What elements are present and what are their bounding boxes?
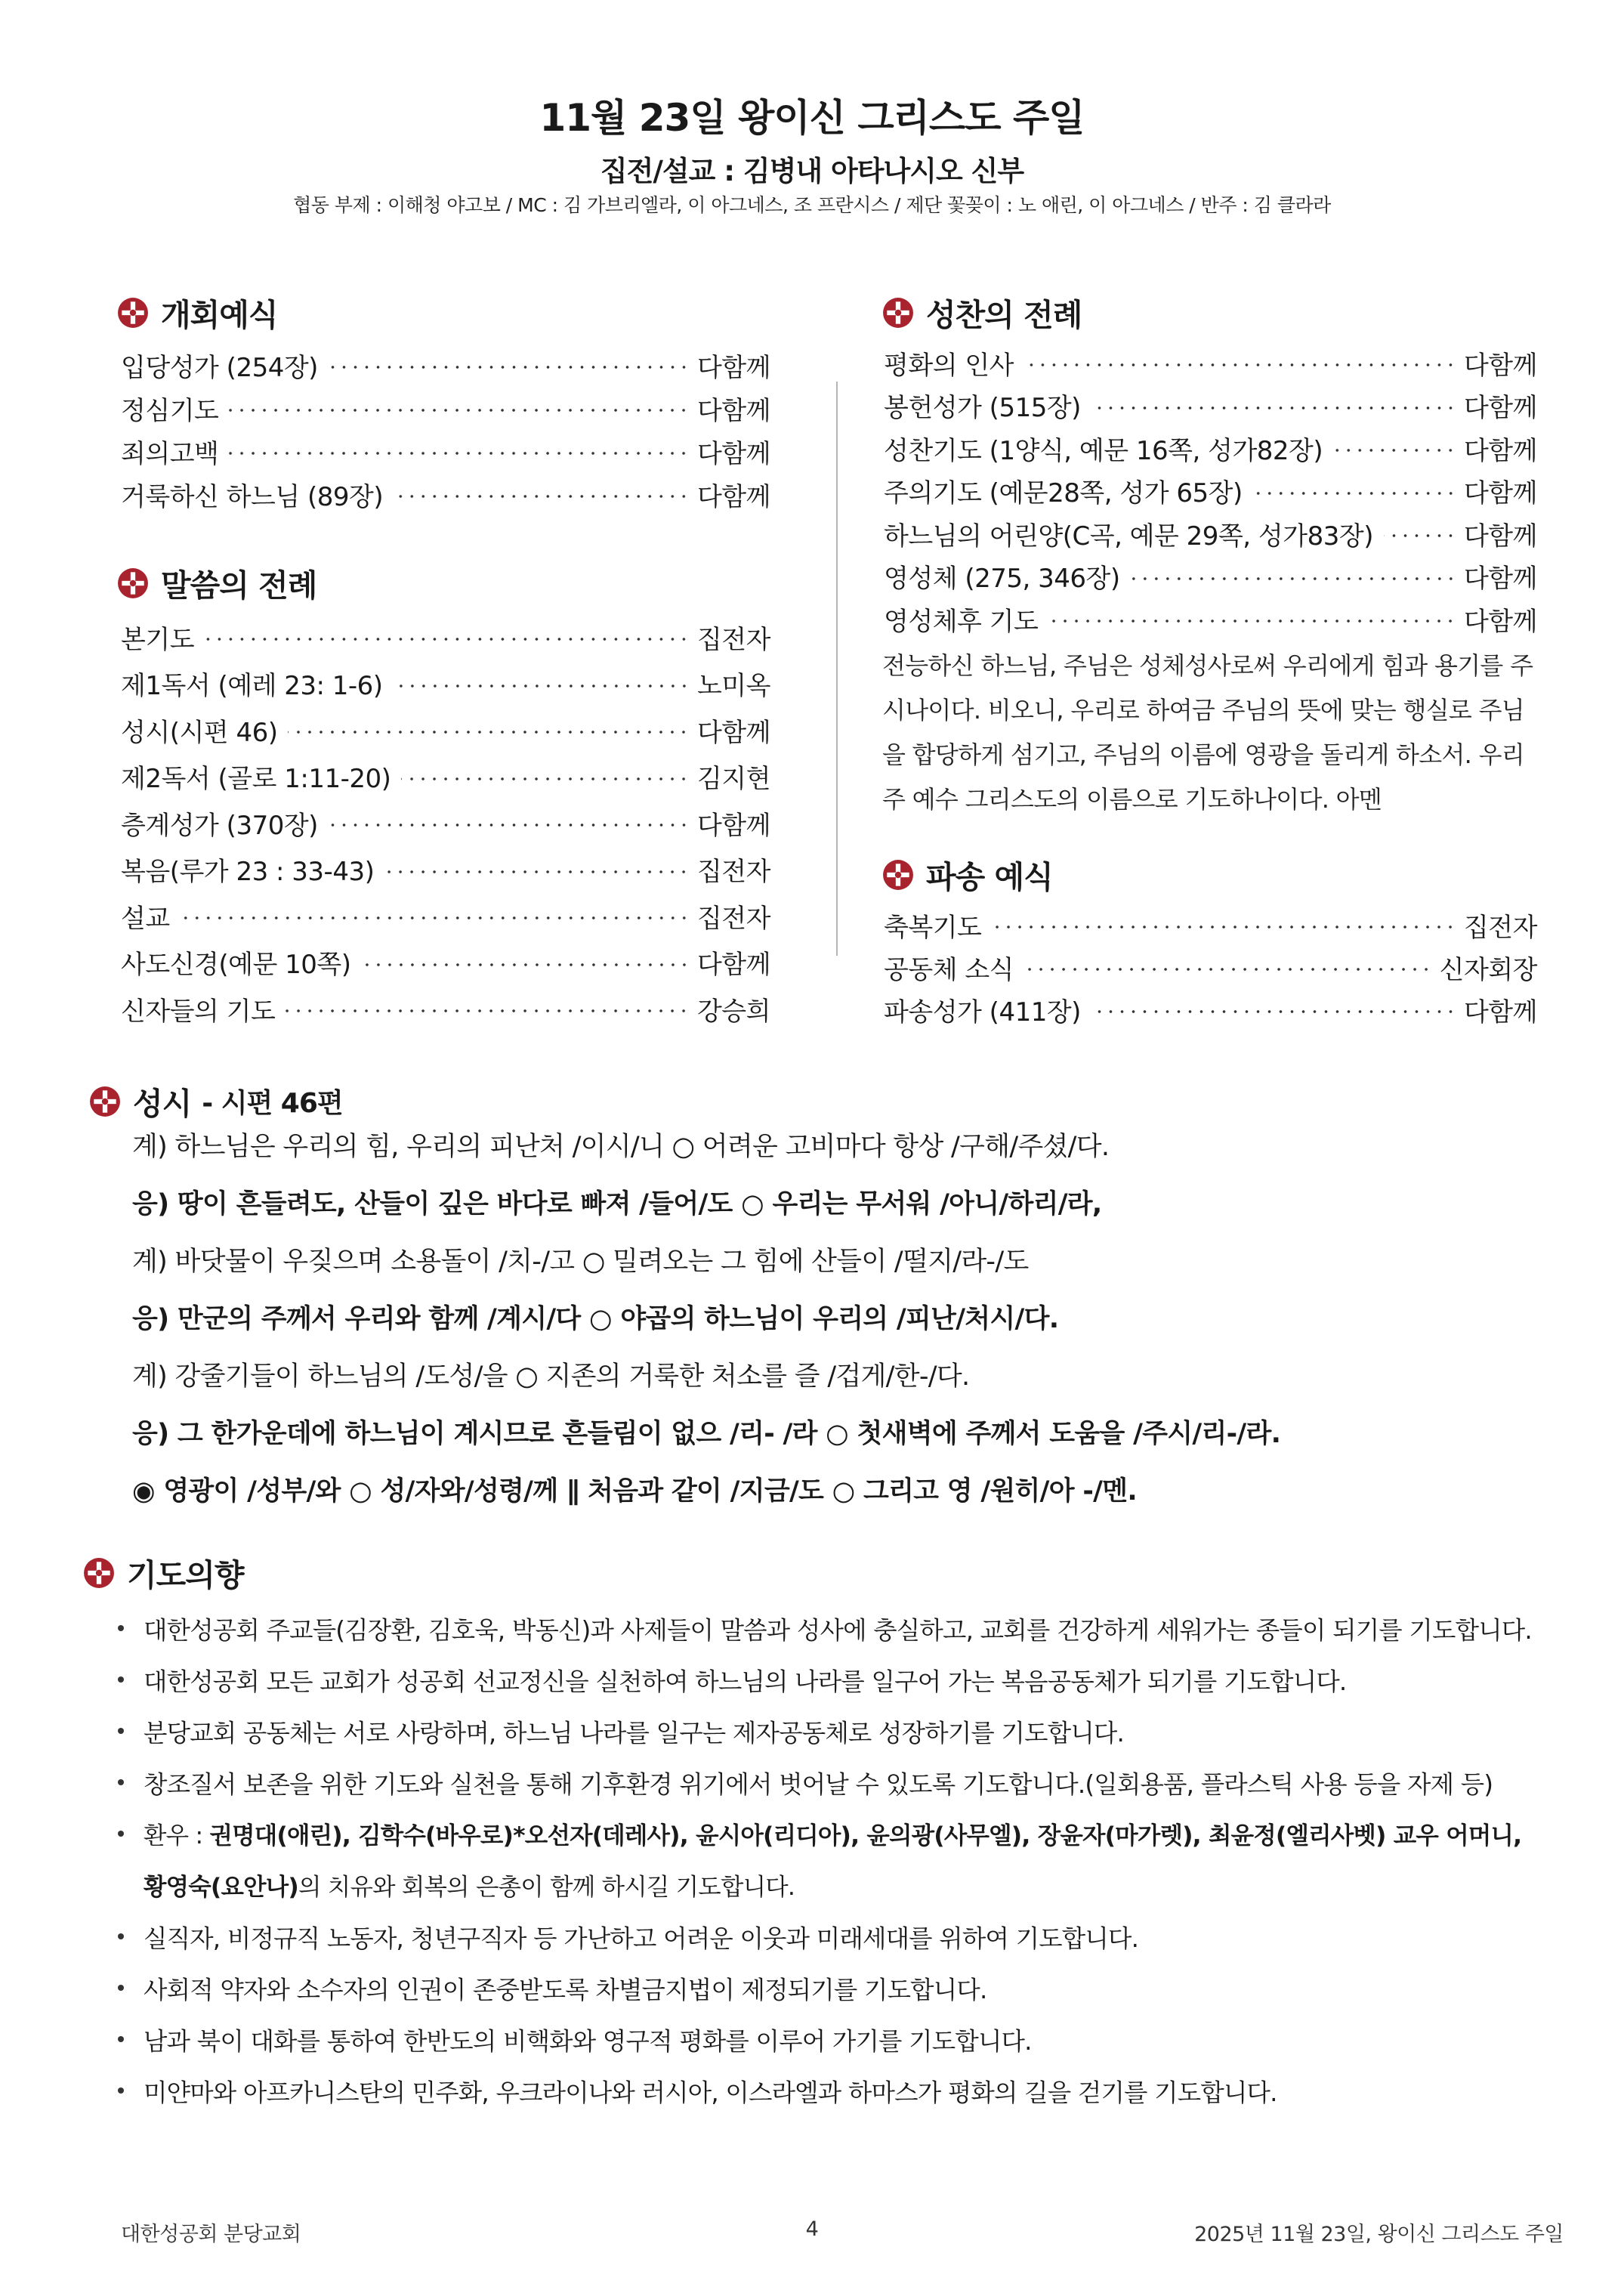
item-label: 파송성가 (411장) bbox=[884, 997, 1081, 1028]
item-label: 공동체 소식 bbox=[884, 954, 1014, 985]
item-performer: 집전자 bbox=[696, 624, 770, 655]
psalm-verse: 계) 하느님은 우리의 힘, 우리의 피난처 /이시/니 ○ 어려운 고비마다 항상 /구해/주셨/다. bbox=[132, 1132, 1110, 1162]
dot-leader bbox=[401, 777, 690, 780]
intention-item: 실직자, 비정규직 노동자, 청년구직자 등 가난하고 어려운 이웃과 미래세대를 위하여 기도합니다. bbox=[144, 1924, 1139, 1953]
liturgy-item bbox=[884, 427, 1537, 469]
celebrant-line: 집전/설교 : 김병내 아타나시오 신부 bbox=[600, 155, 1024, 187]
item-label: 주의기도 (예문28쪽, 성가 65장) bbox=[884, 478, 1243, 508]
liturgy-item bbox=[121, 756, 770, 798]
section-heading-psalm bbox=[89, 1079, 343, 1123]
psalm-verse: 응) 땅이 흔들려도, 산들이 깊은 바다로 빠져 /들어/도 ○ 우리는 무서워 /아니/하리/라, bbox=[132, 1189, 1102, 1219]
dot-leader bbox=[1333, 449, 1456, 452]
dot-leader bbox=[229, 452, 690, 455]
intention-item: 미얀마와 아프카니스탄의 민주화, 우크라이나와 러시아, 이스라엘과 하마스가 평화의 길을 걷기를 기도합니다. bbox=[144, 2078, 1277, 2107]
sick-prefix: 환우 : bbox=[144, 1822, 210, 1850]
bullet-icon bbox=[115, 1828, 130, 1843]
post-communion-prayer: 전능하신 하느님, 주님은 성체성사로써 우리에게 힘과 용기를 주시나이다. 비오니, 우리로 하여금 주님의 뜻에 맞는 행실로 주님을 합당하게 섬기고, 주님의 이름에 영광을 돌리게 하소서. 우리 주 예수 그리스도의 이름으로 기도하나이다. 아멘 bbox=[882, 651, 1533, 814]
dot-leader bbox=[1091, 406, 1456, 409]
footer-date: 2025년 11월 23일, 왕이신 그리스도 주일 bbox=[1194, 2223, 1564, 2246]
item-label: 평화의 인사 bbox=[884, 350, 1014, 381]
item-label: 본기도 bbox=[121, 624, 195, 655]
liturgy-item bbox=[121, 387, 770, 429]
item-label: 신자들의 기도 bbox=[121, 996, 276, 1027]
intention-item-sick bbox=[144, 1810, 1564, 1913]
liturgy-item bbox=[121, 616, 770, 658]
liturgy-item bbox=[121, 344, 770, 386]
item-performer: 김지현 bbox=[696, 764, 770, 794]
sick-names: 권명대(애린), 김학수(바우로)*오선자(데레사), 윤시아(리디아), 윤의광(사무엘), 장윤자(마가렛), 최윤정(엘리사벳) 교우 어머니, bbox=[209, 1822, 1522, 1850]
liturgy-item bbox=[884, 988, 1537, 1031]
item-performer: 다함께 bbox=[696, 481, 770, 512]
item-label: 제2독서 (골로 1:11-20) bbox=[121, 764, 391, 794]
dot-leader bbox=[329, 824, 690, 827]
cross-in-circle-icon bbox=[89, 1086, 121, 1117]
item-performer: 다함께 bbox=[1463, 478, 1537, 508]
liturgy-item bbox=[884, 341, 1537, 384]
cross-in-circle-icon bbox=[117, 297, 149, 329]
liturgy-item bbox=[121, 895, 770, 937]
liturgy-item bbox=[121, 802, 770, 844]
section-title: 개회예식 bbox=[161, 297, 278, 333]
page-title: 11월 23일 왕이신 그리스도 주일 bbox=[539, 96, 1085, 140]
liturgy-item bbox=[121, 848, 770, 891]
section-subtitle: - 시편 46편 bbox=[202, 1088, 343, 1119]
item-label: 성시(시편 46) bbox=[121, 717, 278, 748]
bullet-icon bbox=[115, 1982, 130, 1997]
bullet-icon bbox=[115, 2033, 130, 2048]
bullet-icon bbox=[115, 1930, 130, 1945]
item-label: 죄의고백 bbox=[121, 438, 219, 469]
intention-item: 대한성공회 주교들(김장환, 김호욱, 박동신)과 사제들이 말씀과 성사에 충실하고, 교회를 건강하게 세워가는 종들이 되기를 기도합니다. bbox=[144, 1616, 1532, 1645]
liturgy-item bbox=[121, 987, 770, 1030]
cross-in-circle-icon bbox=[882, 297, 914, 329]
section-title: 성시 bbox=[133, 1086, 192, 1122]
item-performer: 집전자 bbox=[1463, 912, 1537, 943]
bullet-icon bbox=[115, 2084, 130, 2100]
dot-leader bbox=[1131, 577, 1456, 580]
liturgy-item bbox=[884, 555, 1537, 598]
dot-leader bbox=[288, 731, 689, 734]
page-number: 4 bbox=[805, 2217, 819, 2241]
psalm-verse: 응) 만군의 주께서 우리와 함께 /계시/다 ○ 야곱의 하느님이 우리의 /피난/처시/다. bbox=[132, 1304, 1059, 1334]
dot-leader bbox=[229, 409, 690, 412]
liturgy-item bbox=[121, 941, 770, 984]
dot-leader bbox=[286, 1009, 690, 1012]
item-label: 입당성가 (254장) bbox=[121, 352, 318, 383]
item-performer: 신자회장 bbox=[1439, 954, 1537, 985]
cross-in-circle-icon bbox=[83, 1557, 115, 1589]
bullet-icon bbox=[115, 1622, 130, 1637]
section-title: 말씀의 전례 bbox=[161, 567, 317, 604]
psalm-verse: ◉ 영광이 /성부/와 ○ 성/자와/성령/께 ∥ 처음과 같이 /지금/도 ○ 그리고 영 /원히/아 -/멘. bbox=[132, 1476, 1137, 1507]
section-heading-word bbox=[117, 561, 316, 605]
footer-church-name: 대한성공회 분당교회 bbox=[121, 2223, 301, 2246]
item-label: 정심기도 bbox=[121, 395, 219, 426]
item-label: 거룩하신 하느님 (89장) bbox=[121, 481, 384, 512]
liturgy-item bbox=[884, 598, 1537, 640]
item-performer: 집전자 bbox=[696, 857, 770, 887]
item-performer: 다함께 bbox=[696, 395, 770, 426]
intention-item: 사회적 약자와 소수자의 인권이 존중받도록 차별금지법이 제정되기를 기도합니다. bbox=[144, 1976, 987, 2004]
dot-leader bbox=[1024, 363, 1456, 366]
psalm-verse: 계) 강줄기들이 하느님의 /도성/을 ○ 지존의 거룩한 처소를 즐 /겁게/한-/다. bbox=[132, 1361, 970, 1392]
intention-item: 분당교회 공동체는 서로 사랑하며, 하느님 나라를 일구는 제자공동체로 성장하기를 기도합니다. bbox=[144, 1719, 1125, 1748]
dot-leader bbox=[1024, 968, 1432, 971]
cross-in-circle-icon bbox=[882, 859, 914, 891]
item-performer: 다함께 bbox=[1463, 350, 1537, 381]
dot-leader bbox=[205, 638, 690, 641]
item-performer: 노미옥 bbox=[696, 671, 770, 701]
item-performer: 집전자 bbox=[696, 903, 770, 934]
item-label: 사도신경(예문 10쪽) bbox=[121, 950, 351, 980]
dot-leader bbox=[181, 916, 690, 919]
dot-leader bbox=[1253, 492, 1456, 495]
bullet-icon bbox=[115, 1725, 130, 1740]
dot-leader bbox=[329, 366, 690, 369]
dot-leader bbox=[992, 926, 1456, 929]
item-performer: 다함께 bbox=[1463, 997, 1537, 1028]
item-label: 축복기도 bbox=[884, 912, 982, 943]
psalm-verse: 응) 그 한가운데에 하느님이 계시므로 흔들림이 없으 /리- /라 ○ 첫새벽에 주께서 도움을 /주시/리-/라. bbox=[132, 1419, 1281, 1449]
intention-item: 남과 북이 대화를 통하여 한반도의 비핵화와 영구적 평화를 이루어 가기를 기도합니다. bbox=[144, 2027, 1032, 2056]
item-label: 영성체후 기도 bbox=[884, 606, 1039, 637]
section-heading-dismissal bbox=[882, 852, 1053, 897]
section-title: 기도의향 bbox=[127, 1557, 244, 1593]
bullet-icon bbox=[115, 1776, 130, 1791]
dot-leader bbox=[384, 870, 690, 873]
liturgy-item bbox=[121, 430, 770, 472]
section-heading-eucharist bbox=[882, 290, 1082, 335]
dot-leader bbox=[394, 495, 690, 498]
sick-suffix: 의 치유와 회복의 은총이 함께 하시길 기도합니다. bbox=[298, 1874, 795, 1901]
liturgy-item bbox=[884, 512, 1537, 555]
item-performer: 다함께 bbox=[696, 438, 770, 469]
intention-item: 창조질서 보존을 위한 기도와 실천을 통해 기후환경 위기에서 벗어날 수 있도록 기도합니다.(일회용품, 플라스틱 사용 등을 자제 등) bbox=[144, 1770, 1493, 1799]
intention-item: 대한성공회 모든 교회가 성공회 선교정신을 실천하여 하느님의 나라를 일구어 가는 복음공동체가 되기를 기도합니다. bbox=[144, 1667, 1347, 1696]
item-performer: 다함께 bbox=[1463, 393, 1537, 423]
item-label: 층계성가 (370장) bbox=[121, 810, 318, 841]
dot-leader bbox=[394, 685, 690, 688]
dot-leader bbox=[1384, 534, 1456, 537]
liturgy-item bbox=[121, 709, 770, 751]
item-label: 영성체 (275, 346장) bbox=[884, 564, 1120, 594]
ministers-line: 협동 부제 : 이해청 야고보 / MC : 김 가브리엘라, 이 아그네스, 조 프란시스 / 제단 꽃꽂이 : 노 애린, 이 아그네스 / 반주 : 김 클라라 bbox=[293, 194, 1331, 216]
sick-names-continued: 황영숙(요안나) bbox=[144, 1874, 298, 1901]
item-label: 제1독서 (예레 23: 1-6) bbox=[121, 671, 383, 701]
item-performer: 다함께 bbox=[696, 950, 770, 980]
item-label: 성찬기도 (1양식, 예문 16쪽, 성가82장) bbox=[884, 435, 1323, 466]
item-performer: 다함께 bbox=[1463, 606, 1537, 637]
bullet-icon bbox=[115, 1673, 130, 1689]
liturgy-item bbox=[884, 946, 1537, 988]
dot-leader bbox=[1048, 620, 1456, 623]
item-performer: 다함께 bbox=[1463, 435, 1537, 466]
psalm-verse: 계) 바닷물이 우짖으며 소용돌이 /치-/고 ○ 밀려오는 그 힘에 산들이 /떨지/라-/도 bbox=[132, 1247, 1029, 1277]
item-performer: 다함께 bbox=[1463, 564, 1537, 594]
item-label: 설교 bbox=[121, 903, 170, 934]
section-heading-opening bbox=[117, 290, 277, 335]
item-performer: 다함께 bbox=[696, 717, 770, 748]
item-performer: 다함께 bbox=[1463, 521, 1537, 552]
item-label: 복음(루가 23 : 33-43) bbox=[121, 857, 375, 887]
item-label: 봉헌성가 (515장) bbox=[884, 393, 1081, 423]
liturgy-item bbox=[884, 904, 1537, 946]
item-label: 하느님의 어린양(C곡, 예문 29쪽, 성가83장) bbox=[884, 521, 1373, 552]
dot-leader bbox=[362, 963, 690, 966]
liturgy-item bbox=[121, 663, 770, 705]
item-performer: 다함께 bbox=[696, 810, 770, 841]
dot-leader bbox=[1091, 1010, 1456, 1013]
liturgy-item bbox=[884, 470, 1537, 512]
liturgy-item bbox=[884, 385, 1537, 427]
section-title: 성찬의 전례 bbox=[926, 297, 1082, 333]
liturgy-item bbox=[121, 473, 770, 515]
column-divider bbox=[836, 382, 838, 956]
section-heading-intentions bbox=[83, 1550, 243, 1595]
section-title: 파송 예식 bbox=[926, 859, 1053, 895]
cross-in-circle-icon bbox=[117, 567, 149, 599]
item-performer: 다함께 bbox=[696, 352, 770, 383]
item-performer: 강승희 bbox=[696, 996, 770, 1027]
